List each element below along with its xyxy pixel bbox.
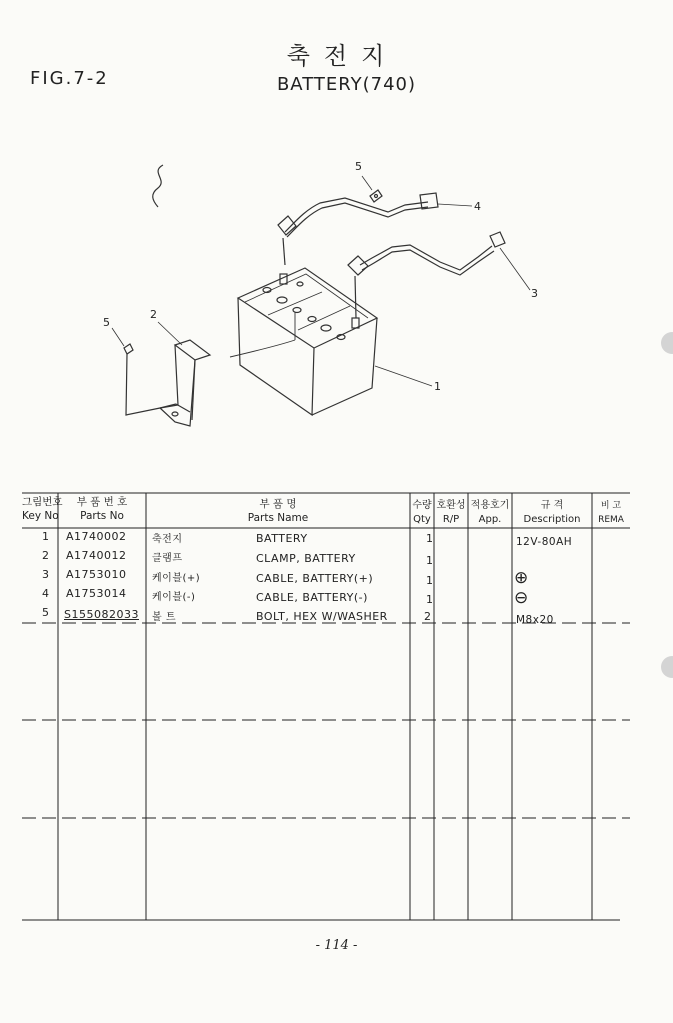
callout-5-top: 5 bbox=[355, 160, 362, 173]
title-english: BATTERY(740) bbox=[276, 74, 417, 95]
row-1-name-en: BATTERY bbox=[256, 532, 308, 545]
col-header-rp: 호환성 R/P bbox=[436, 500, 466, 525]
row-5-name-ko: 볼 트 bbox=[152, 612, 176, 623]
callout-1: 1 bbox=[434, 380, 441, 393]
row-3-key: 3 bbox=[42, 568, 50, 581]
callout-2: 2 bbox=[150, 308, 157, 321]
binder-hole-bottom bbox=[661, 656, 673, 678]
row-1-qty: 1 bbox=[426, 532, 434, 545]
col-header-remarks: 비 고 REMA bbox=[598, 501, 624, 525]
row-1-part-no: A1740002 bbox=[66, 530, 127, 543]
bolt-part-left bbox=[124, 344, 160, 415]
callout-5-left: 5 bbox=[103, 316, 110, 329]
row-4-name-en: CABLE, BATTERY(-) bbox=[256, 591, 368, 604]
row-1-key: 1 bbox=[42, 530, 50, 543]
battery-parts-diagram bbox=[0, 140, 673, 440]
row-2-name-en: CLAMP, BATTERY bbox=[256, 552, 356, 565]
title-korean: 축전지 bbox=[286, 42, 399, 70]
col-header-key-no: 그림번호 Key No bbox=[22, 496, 63, 522]
clamp-part bbox=[160, 340, 210, 426]
row-2-name-ko: 클램프 bbox=[152, 553, 183, 564]
row-2-qty: 1 bbox=[426, 554, 434, 567]
row-4-minus-terminal-icon: ⊖ bbox=[514, 588, 529, 608]
row-3-name-ko: 케이블(+) bbox=[152, 573, 201, 584]
row-2-key: 2 bbox=[42, 549, 50, 562]
row-5-description: M8x20 bbox=[516, 614, 554, 626]
battery-part bbox=[238, 268, 377, 415]
page-number: - 114 - bbox=[315, 938, 358, 953]
col-header-qty: 수량 Qty bbox=[412, 500, 432, 525]
figure-label: FIG.7-2 bbox=[30, 68, 109, 89]
col-header-parts-name: 부 품 명 Parts Name bbox=[247, 498, 309, 524]
callout-4: 4 bbox=[474, 200, 481, 213]
row-5-name-en: BOLT, HEX W/WASHER bbox=[256, 610, 388, 623]
col-header-app: 적용호기 App. bbox=[470, 500, 510, 525]
row-4-part-no: A1753014 bbox=[66, 587, 127, 600]
callout-3: 3 bbox=[531, 287, 538, 300]
row-4-qty: 1 bbox=[426, 593, 434, 606]
bolt-part-top bbox=[370, 190, 382, 202]
row-1-description: 12V-80AH bbox=[516, 536, 573, 548]
negative-cable-part bbox=[278, 193, 438, 265]
row-3-part-no: A1753010 bbox=[66, 568, 127, 581]
parts-table bbox=[22, 492, 630, 922]
squiggle-mark bbox=[153, 165, 163, 207]
col-header-parts-no: 부 품 번 호 Parts No bbox=[76, 496, 128, 522]
row-1-name-ko: 축전지 bbox=[152, 534, 183, 545]
col-header-description: 규 격 Description bbox=[523, 500, 581, 525]
row-4-name-ko: 케이블(-) bbox=[152, 592, 196, 603]
row-5-qty: 2 bbox=[424, 610, 432, 623]
row-3-plus-terminal-icon: ⊕ bbox=[514, 568, 529, 588]
row-5-part-no: S155082033 bbox=[64, 608, 139, 621]
row-2-part-no: A1740012 bbox=[66, 549, 127, 562]
row-5-key: 5 bbox=[42, 606, 50, 619]
row-4-key: 4 bbox=[42, 587, 50, 600]
positive-cable-part bbox=[348, 232, 505, 318]
row-3-qty: 1 bbox=[426, 574, 434, 587]
row-3-name-en: CABLE, BATTERY(+) bbox=[256, 572, 374, 585]
